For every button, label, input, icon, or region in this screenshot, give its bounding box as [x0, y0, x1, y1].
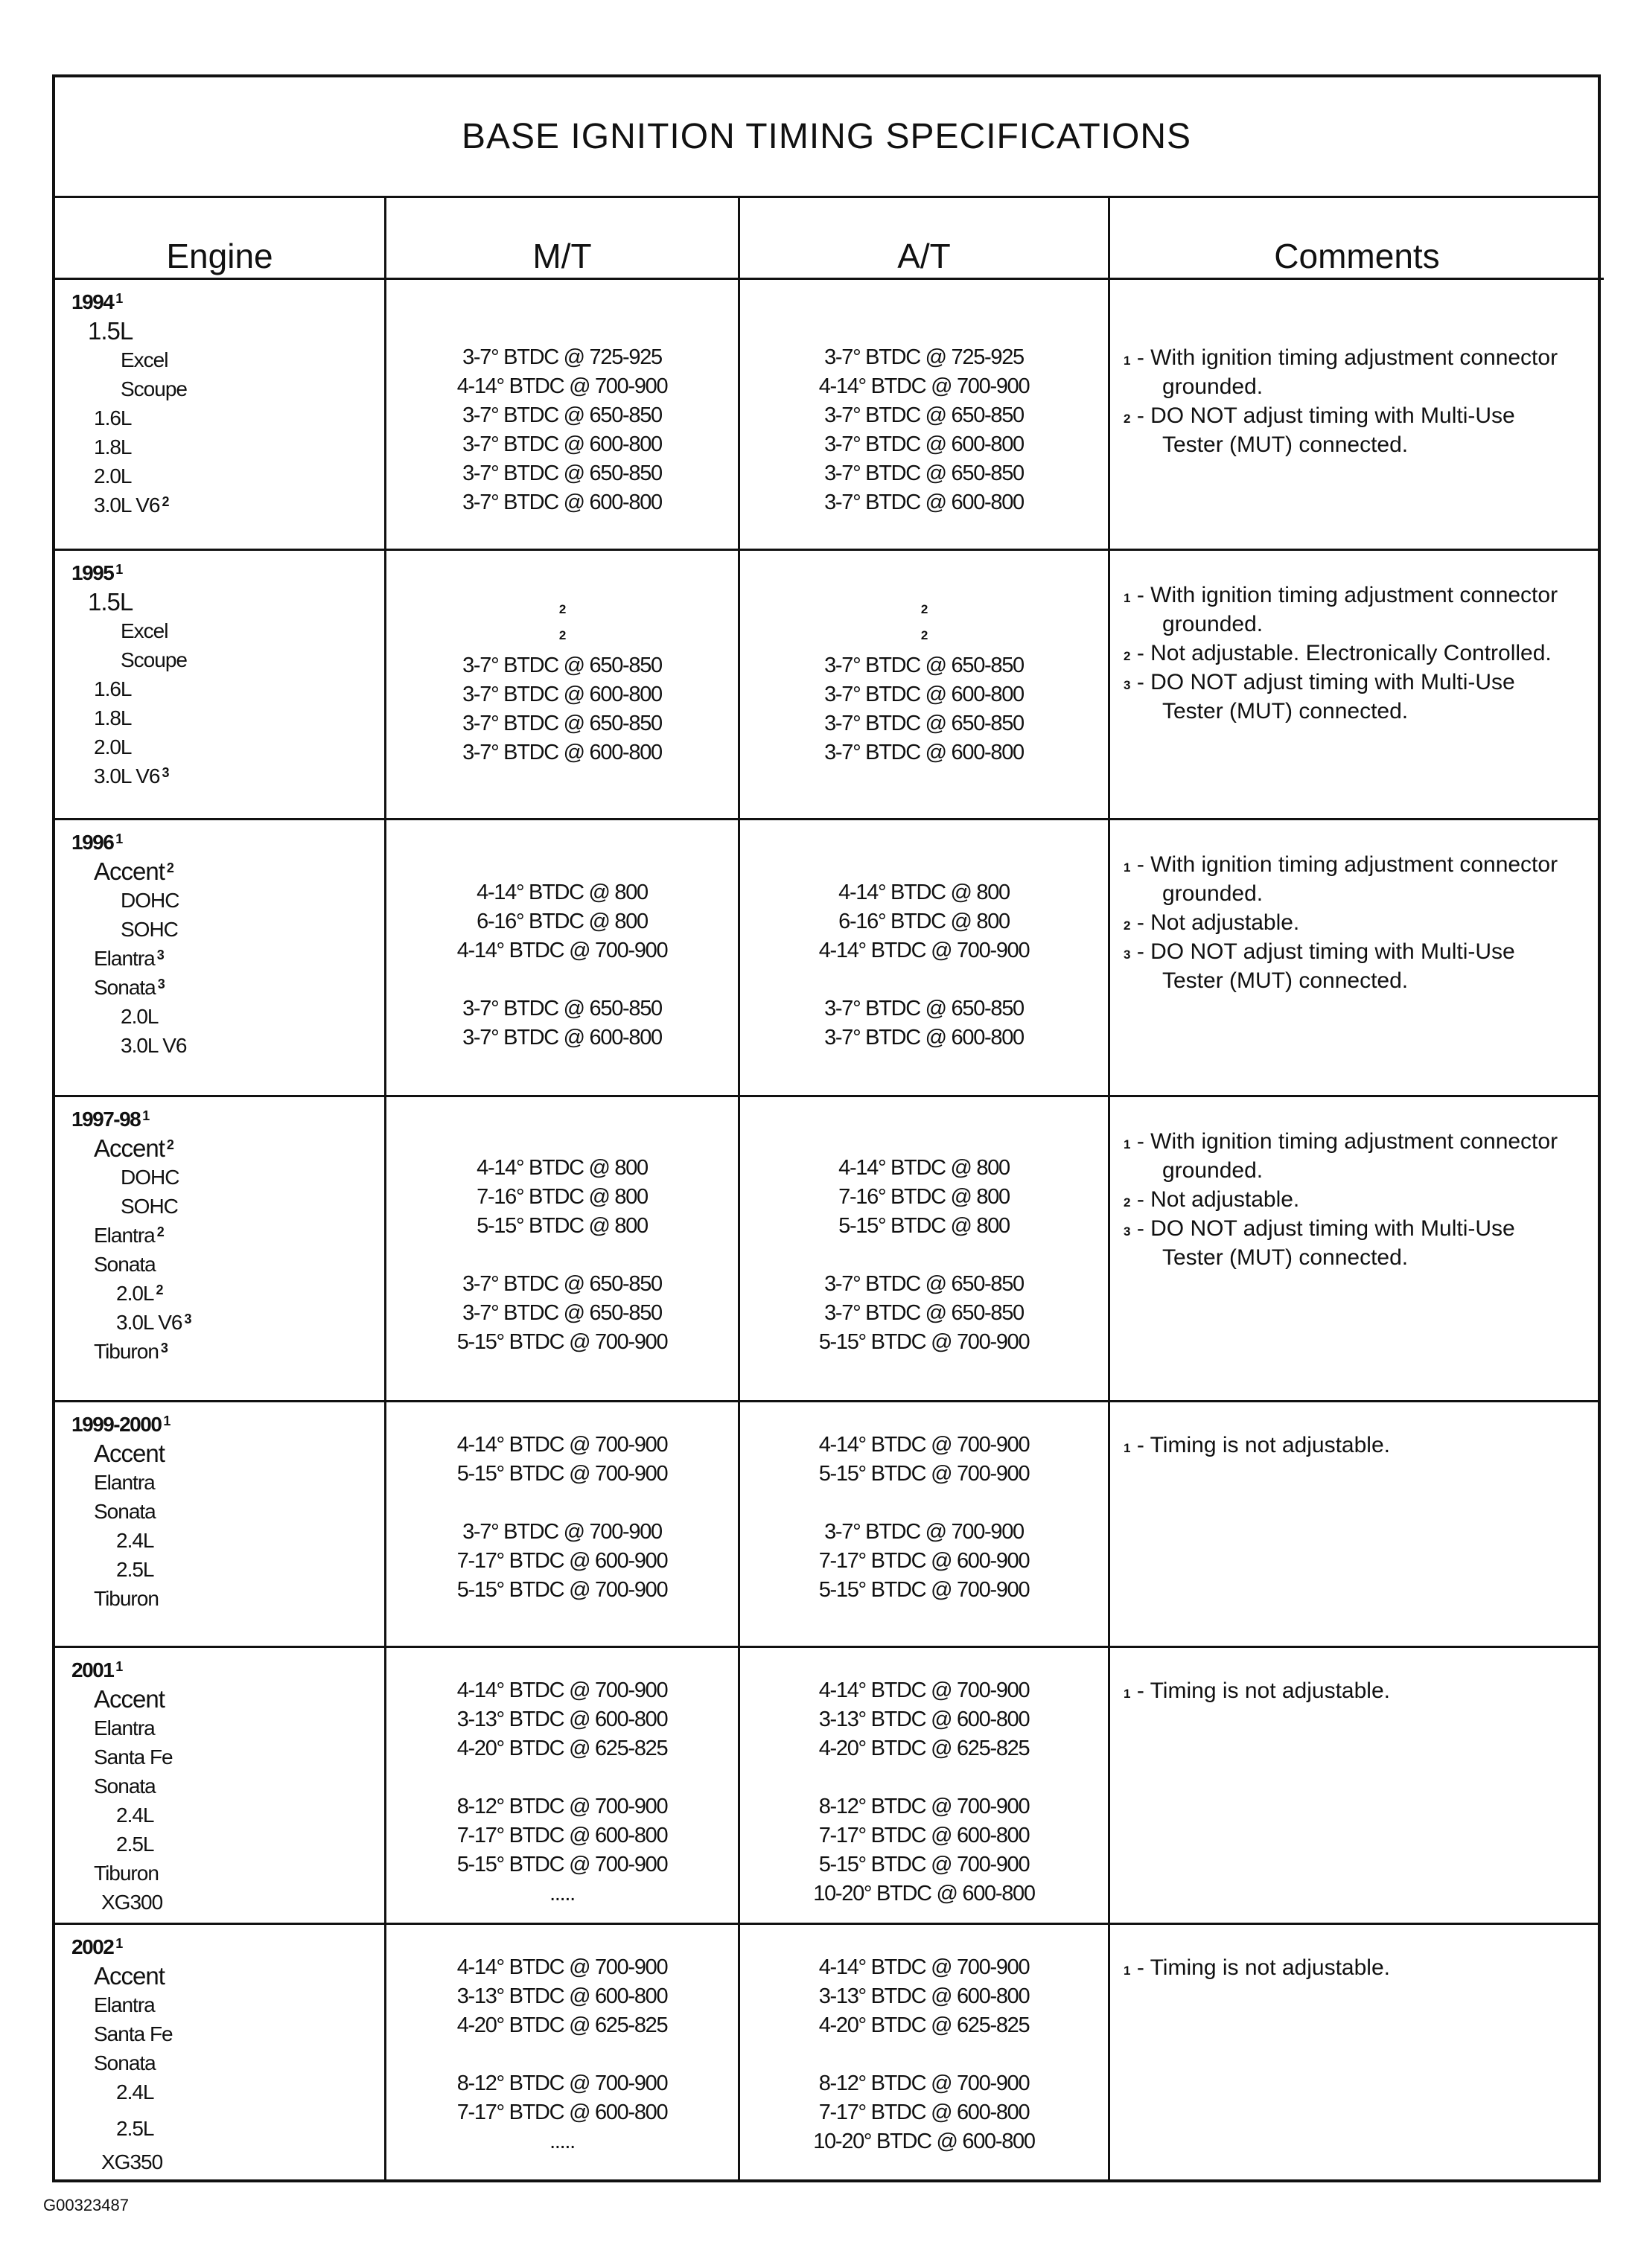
mt-value: 3-7° BTDC @ 600-800	[462, 491, 662, 514]
comment-line	[1110, 1953, 1604, 1982]
at-value: 3-13° BTDC @ 600-800	[818, 1984, 1030, 2008]
comment-line: Tester (MUT) connected.	[1162, 432, 1409, 457]
footnote-ref: 2	[156, 1224, 164, 1239]
at-value: 4-14° BTDC @ 700-900	[818, 939, 1030, 962]
at-cell	[740, 1097, 1108, 1400]
mt-value: 3-7° BTDC @ 650-850	[462, 461, 662, 485]
engine-line: Excel	[121, 619, 168, 642]
comment-text: - With ignition timing adjustment connector	[1136, 852, 1558, 877]
engine-line: 2.5L	[116, 2117, 154, 2140]
row-1996	[55, 820, 1598, 1097]
mt-value: 2	[558, 602, 566, 616]
at-value: 2	[920, 628, 928, 642]
at-cell	[740, 551, 1108, 818]
comment-line	[1110, 343, 1604, 372]
comment-line	[1110, 639, 1604, 668]
engine-line: XG300	[101, 1891, 163, 1914]
footnote-num: 1	[1124, 1137, 1131, 1151]
mt-value: .....	[549, 1882, 575, 1906]
at-value: 7-16° BTDC @ 800	[838, 1185, 1010, 1209]
mt-value: 6-16° BTDC @ 800	[477, 910, 648, 933]
mt-value-empty	[386, 965, 738, 994]
comment-line	[1110, 1676, 1604, 1705]
engine-line: Scoupe	[121, 648, 187, 671]
at-value: 3-7° BTDC @ 650-850	[824, 712, 1024, 735]
year-label: 1994	[71, 290, 114, 313]
engine-line: 2.5L	[116, 1833, 154, 1856]
at-value: 3-7° BTDC @ 650-850	[824, 654, 1024, 677]
mt-value: 5-15° BTDC @ 700-900	[456, 1578, 668, 1602]
engine-line: Elantra	[94, 1471, 155, 1494]
at-value: 7-17° BTDC @ 600-800	[818, 2101, 1030, 2124]
at-value: 4-14° BTDC @ 700-900	[818, 1955, 1030, 1979]
mt-value: 3-7° BTDC @ 725-925	[462, 345, 662, 369]
engine-cell	[55, 551, 401, 818]
comment-line	[1110, 1127, 1604, 1156]
comments-cell	[1110, 1097, 1604, 1400]
at-value: 4-14° BTDC @ 700-900	[818, 374, 1030, 398]
engine-line: 2.0L	[94, 464, 132, 488]
at-value: 4-14° BTDC @ 800	[838, 1156, 1010, 1180]
at-value: 3-7° BTDC @ 600-800	[824, 1026, 1024, 1050]
comment-text: - DO NOT adjust timing with Multi-Use	[1136, 670, 1515, 694]
at-cell	[740, 1648, 1108, 1923]
mt-value: 3-7° BTDC @ 650-850	[462, 997, 662, 1020]
footnote-ref: 3	[157, 977, 165, 991]
engine-line: Tiburon	[94, 1587, 159, 1610]
footnote-ref: 1	[115, 1936, 122, 1951]
mt-value: 3-7° BTDC @ 600-800	[462, 432, 662, 456]
engine-label: 3.0L V6	[116, 1311, 182, 1334]
row-2001	[55, 1648, 1598, 1925]
engine-label: 2.0L	[116, 1282, 154, 1305]
column-divider	[1108, 198, 1110, 2179]
mt-cell	[386, 1402, 738, 1646]
at-value: 4-14° BTDC @ 800	[838, 881, 1010, 904]
mt-value: 4-20° BTDC @ 625-825	[456, 2013, 668, 2037]
at-value: 8-12° BTDC @ 700-900	[818, 2071, 1030, 2095]
comment-text: - Not adjustable. Electronically Controlled.	[1136, 641, 1552, 665]
mt-value: 3-7° BTDC @ 650-850	[462, 654, 662, 677]
footnote-ref: 3	[160, 1341, 168, 1355]
at-value: 3-7° BTDC @ 650-850	[824, 1272, 1024, 1296]
mt-value: 3-7° BTDC @ 650-850	[462, 712, 662, 735]
comment-line	[1110, 850, 1604, 879]
at-value-empty	[740, 1763, 1108, 1792]
mt-value: 3-7° BTDC @ 600-800	[462, 741, 662, 764]
engine-line: 2.0L	[121, 1005, 159, 1028]
header-engine: Engine	[55, 198, 384, 280]
engine-line: 1.5L	[88, 317, 133, 345]
mt-cell	[386, 1097, 738, 1400]
comment-text: - With ignition timing adjustment connector	[1136, 1129, 1558, 1154]
mt-value: 4-14° BTDC @ 700-900	[456, 1955, 668, 1979]
comment-line	[1110, 1431, 1604, 1460]
mt-cell	[386, 551, 738, 818]
engine-line: 1.8L	[94, 706, 132, 729]
comment-line: Tester (MUT) connected.	[1162, 1245, 1409, 1270]
figure-code: G00323487	[43, 2196, 129, 2214]
comment-line: Tester (MUT) connected.	[1162, 968, 1409, 993]
mt-cell	[386, 820, 738, 1095]
mt-value: .....	[549, 2130, 575, 2153]
engine-label: Accent	[94, 857, 165, 885]
engine-line: 1.6L	[94, 406, 132, 429]
mt-value: 4-20° BTDC @ 625-825	[456, 1737, 668, 1760]
at-value: 6-16° BTDC @ 800	[838, 910, 1010, 933]
footnote-ref: 3	[156, 948, 164, 962]
at-value: 5-15° BTDC @ 800	[838, 1214, 1010, 1238]
footnote-ref: 2	[156, 1282, 163, 1297]
footnote-num: 1	[1124, 591, 1131, 605]
mt-value: 4-14° BTDC @ 700-900	[456, 374, 668, 398]
at-cell	[740, 280, 1108, 549]
engine-line	[71, 1134, 401, 1163]
footnote-num: 3	[1124, 948, 1131, 962]
mt-value: 3-7° BTDC @ 650-850	[462, 1272, 662, 1296]
comment-text: - Timing is not adjustable.	[1136, 1433, 1390, 1457]
footnote-ref: 1	[142, 1108, 149, 1123]
engine-line: DOHC	[121, 1166, 179, 1189]
footnote-num: 2	[1124, 649, 1131, 663]
engine-line: Elantra	[94, 1993, 155, 2016]
mt-cell	[386, 1648, 738, 1923]
comments-cell	[1110, 1402, 1604, 1646]
engine-line: Santa Fe	[94, 1745, 173, 1769]
engine-line: 2.4L	[116, 1804, 154, 1827]
at-value: 3-7° BTDC @ 725-925	[824, 345, 1024, 369]
footnote-ref: 2	[166, 1137, 173, 1152]
year-label: 1996	[71, 831, 114, 854]
mt-value: 2	[558, 628, 566, 642]
at-value: 3-7° BTDC @ 700-900	[824, 1520, 1024, 1544]
at-value: 3-7° BTDC @ 600-800	[824, 683, 1024, 706]
engine-line: Accent	[94, 1440, 165, 1467]
footnote-ref: 1	[115, 291, 122, 306]
comment-text: - Not adjustable.	[1136, 910, 1300, 935]
comment-text: - With ignition timing adjustment connector	[1136, 583, 1558, 607]
engine-line: Tiburon	[94, 1862, 159, 1885]
footnote-ref: 1	[163, 1413, 170, 1428]
column-divider	[384, 198, 386, 2179]
mt-value: 3-13° BTDC @ 600-800	[456, 1984, 668, 2008]
mt-cell	[386, 1925, 738, 2182]
year-label: 2001	[71, 1658, 114, 1681]
engine-line: 2.5L	[116, 1558, 154, 1581]
engine-label: Elantra	[94, 947, 155, 970]
engine-line	[71, 1221, 401, 1250]
engine-cell	[55, 820, 401, 1095]
engine-line	[71, 944, 401, 973]
comments-cell	[1110, 1925, 1604, 2182]
at-value: 7-17° BTDC @ 600-800	[818, 1824, 1030, 1847]
footnote-ref: 2	[162, 494, 169, 509]
engine-line	[71, 973, 401, 1002]
footnote-num: 3	[1124, 1224, 1131, 1239]
engine-line: Sonata	[94, 2051, 156, 2074]
engine-line: Sonata	[94, 1775, 156, 1798]
engine-line	[71, 1337, 401, 1366]
header-comments: Comments	[1110, 198, 1604, 280]
footnote-ref: 1	[115, 562, 122, 577]
engine-line: Sonata	[94, 1253, 156, 1276]
engine-line: Sonata	[94, 1500, 156, 1523]
mt-value: 7-17° BTDC @ 600-800	[456, 1824, 668, 1847]
mt-value: 7-16° BTDC @ 800	[477, 1185, 648, 1209]
comment-line	[1110, 668, 1604, 697]
at-value: 3-7° BTDC @ 650-850	[824, 1301, 1024, 1325]
comment-line	[1110, 908, 1604, 937]
comment-line: grounded.	[1162, 374, 1264, 399]
timing-spec-table	[52, 74, 1601, 2182]
at-value: 4-14° BTDC @ 700-900	[818, 1678, 1030, 1702]
comments-cell	[1110, 280, 1604, 549]
at-value: 4-20° BTDC @ 625-825	[818, 2013, 1030, 2037]
mt-value: 3-13° BTDC @ 600-800	[456, 1708, 668, 1731]
at-value-empty	[740, 1489, 1108, 1518]
mt-value: 4-14° BTDC @ 800	[477, 1156, 648, 1180]
at-value: 5-15° BTDC @ 700-900	[818, 1462, 1030, 1486]
header-mt: M/T	[386, 198, 738, 280]
engine-cell	[55, 1402, 401, 1646]
mt-value: 5-15° BTDC @ 800	[477, 1214, 648, 1238]
footnote-num: 1	[1124, 1964, 1131, 1978]
row-1997-98	[55, 1097, 1598, 1402]
at-value: 10-20° BTDC @ 600-800	[813, 2130, 1035, 2153]
footnote-num: 1	[1124, 354, 1131, 368]
comment-line	[1110, 937, 1604, 966]
year-label: 1995	[71, 561, 114, 584]
mt-value: 4-14° BTDC @ 700-900	[456, 939, 668, 962]
at-value: 5-15° BTDC @ 700-900	[818, 1578, 1030, 1602]
mt-value: 5-15° BTDC @ 700-900	[456, 1462, 668, 1486]
at-value: 7-17° BTDC @ 600-900	[818, 1549, 1030, 1573]
at-value-empty	[740, 2040, 1108, 2069]
at-cell	[740, 1925, 1108, 2182]
comment-text: - DO NOT adjust timing with Multi-Use	[1136, 1216, 1515, 1241]
engine-label: 3.0L V6	[94, 764, 160, 788]
engine-line: Scoupe	[121, 377, 187, 400]
footnote-ref: 1	[115, 1659, 122, 1674]
engine-line	[71, 761, 401, 790]
year-label: 1997-98	[71, 1108, 141, 1131]
comment-text: - Not adjustable.	[1136, 1187, 1300, 1212]
mt-value: 3-7° BTDC @ 600-800	[462, 1026, 662, 1050]
at-value: 5-15° BTDC @ 700-900	[818, 1853, 1030, 1876]
header-at: A/T	[740, 198, 1108, 280]
footnote-num: 2	[1124, 412, 1131, 426]
at-value: 3-7° BTDC @ 600-800	[824, 741, 1024, 764]
engine-line: Accent	[94, 1962, 165, 1990]
engine-label: Sonata	[94, 976, 156, 999]
at-value: 3-7° BTDC @ 650-850	[824, 461, 1024, 485]
engine-line: XG350	[101, 2150, 163, 2173]
engine-line: Excel	[121, 348, 168, 371]
mt-value: 4-14° BTDC @ 800	[477, 881, 648, 904]
footnote-num: 2	[1124, 1195, 1131, 1210]
mt-value: 5-15° BTDC @ 700-900	[456, 1853, 668, 1876]
engine-line: DOHC	[121, 889, 179, 912]
comment-text: - Timing is not adjustable.	[1136, 1955, 1390, 1980]
engine-line	[71, 1308, 401, 1337]
comments-cell	[1110, 820, 1604, 1095]
engine-line: Elantra	[94, 1716, 155, 1740]
row-1994	[55, 280, 1598, 551]
engine-line	[71, 857, 401, 886]
footnote-ref: 3	[162, 765, 169, 780]
mt-value: 3-7° BTDC @ 600-800	[462, 683, 662, 706]
year-label: 1999-2000	[71, 1413, 162, 1436]
row-1995	[55, 551, 1598, 820]
comment-line	[1110, 401, 1604, 430]
comment-text: - DO NOT adjust timing with Multi-Use	[1136, 939, 1515, 964]
engine-line: 2.4L	[116, 2080, 154, 2104]
at-value: 8-12° BTDC @ 700-900	[818, 1795, 1030, 1818]
engine-line: 2.4L	[116, 1529, 154, 1552]
engine-line: 1.6L	[94, 677, 132, 700]
at-value: 3-7° BTDC @ 650-850	[824, 997, 1024, 1020]
footnote-num: 3	[1124, 678, 1131, 692]
comment-line	[1110, 1185, 1604, 1214]
mt-value: 8-12° BTDC @ 700-900	[456, 2071, 668, 2095]
engine-cell	[55, 1648, 401, 1923]
comments-cell	[1110, 1648, 1604, 1923]
row-1999-2000	[55, 1402, 1598, 1648]
at-cell	[740, 820, 1108, 1095]
engine-label: Elantra	[94, 1224, 155, 1247]
comment-line: grounded.	[1162, 1158, 1264, 1183]
engine-label: Tiburon	[94, 1340, 159, 1363]
footnote-ref: 1	[115, 831, 122, 846]
mt-value: 3-7° BTDC @ 700-900	[462, 1520, 662, 1544]
footnote-num: 1	[1124, 1441, 1131, 1455]
comment-line	[1110, 1214, 1604, 1243]
mt-value-empty	[386, 1241, 738, 1270]
engine-line	[71, 491, 401, 520]
at-value: 5-15° BTDC @ 700-900	[818, 1330, 1030, 1354]
column-divider	[738, 198, 740, 2179]
mt-value: 4-14° BTDC @ 700-900	[456, 1433, 668, 1457]
engine-line: SOHC	[121, 1195, 178, 1218]
engine-line: 1.8L	[94, 435, 132, 459]
mt-value: 4-14° BTDC @ 700-900	[456, 1678, 668, 1702]
at-cell	[740, 1402, 1108, 1646]
table-title: BASE IGNITION TIMING SPECIFICATIONS	[55, 77, 1598, 198]
at-value: 10-20° BTDC @ 600-800	[813, 1882, 1035, 1906]
at-value-empty	[740, 965, 1108, 994]
engine-line: 3.0L V6	[121, 1034, 187, 1057]
mt-value-empty	[386, 1489, 738, 1518]
mt-value: 3-7° BTDC @ 650-850	[462, 1301, 662, 1325]
comment-text: - With ignition timing adjustment connector	[1136, 345, 1558, 370]
comment-text: - Timing is not adjustable.	[1136, 1678, 1390, 1703]
at-value: 2	[920, 602, 928, 616]
year-label: 2002	[71, 1935, 114, 1958]
engine-line: 2.0L	[94, 735, 132, 758]
comment-line: grounded.	[1162, 881, 1264, 906]
mt-value: 7-17° BTDC @ 600-800	[456, 2101, 668, 2124]
comment-line: Tester (MUT) connected.	[1162, 699, 1409, 723]
engine-label: 3.0L V6	[94, 493, 160, 517]
mt-cell	[386, 280, 738, 549]
mt-value-empty	[386, 2040, 738, 2069]
mt-value: 8-12° BTDC @ 700-900	[456, 1795, 668, 1818]
mt-value-empty	[386, 1763, 738, 1792]
mt-value: 3-7° BTDC @ 650-850	[462, 403, 662, 427]
engine-cell	[55, 1925, 401, 2182]
at-value: 3-7° BTDC @ 600-800	[824, 491, 1024, 514]
engine-cell	[55, 1097, 401, 1400]
footnote-ref: 2	[166, 860, 173, 875]
mt-value: 7-17° BTDC @ 600-900	[456, 1549, 668, 1573]
at-value: 4-20° BTDC @ 625-825	[818, 1737, 1030, 1760]
footnote-num: 2	[1124, 919, 1131, 933]
engine-label: Accent	[94, 1134, 165, 1162]
at-value-empty	[740, 1241, 1108, 1270]
mt-value: 5-15° BTDC @ 700-900	[456, 1330, 668, 1354]
comment-line	[1110, 581, 1604, 610]
comment-text: - DO NOT adjust timing with Multi-Use	[1136, 403, 1515, 428]
footnote-ref: 3	[184, 1312, 191, 1326]
engine-line: 1.5L	[88, 588, 133, 616]
at-value: 3-7° BTDC @ 600-800	[824, 432, 1024, 456]
at-value: 3-13° BTDC @ 600-800	[818, 1708, 1030, 1731]
footnote-num: 1	[1124, 1687, 1131, 1701]
comments-cell	[1110, 551, 1604, 818]
engine-line	[71, 1279, 401, 1308]
engine-line: Santa Fe	[94, 2022, 173, 2045]
engine-line: Accent	[94, 1685, 165, 1713]
engine-cell	[55, 280, 401, 549]
at-value: 4-14° BTDC @ 700-900	[818, 1433, 1030, 1457]
footnote-num: 1	[1124, 860, 1131, 875]
comment-line: grounded.	[1162, 612, 1264, 636]
at-value: 3-7° BTDC @ 650-850	[824, 403, 1024, 427]
row-2002	[55, 1925, 1598, 2182]
engine-line: SOHC	[121, 918, 178, 941]
